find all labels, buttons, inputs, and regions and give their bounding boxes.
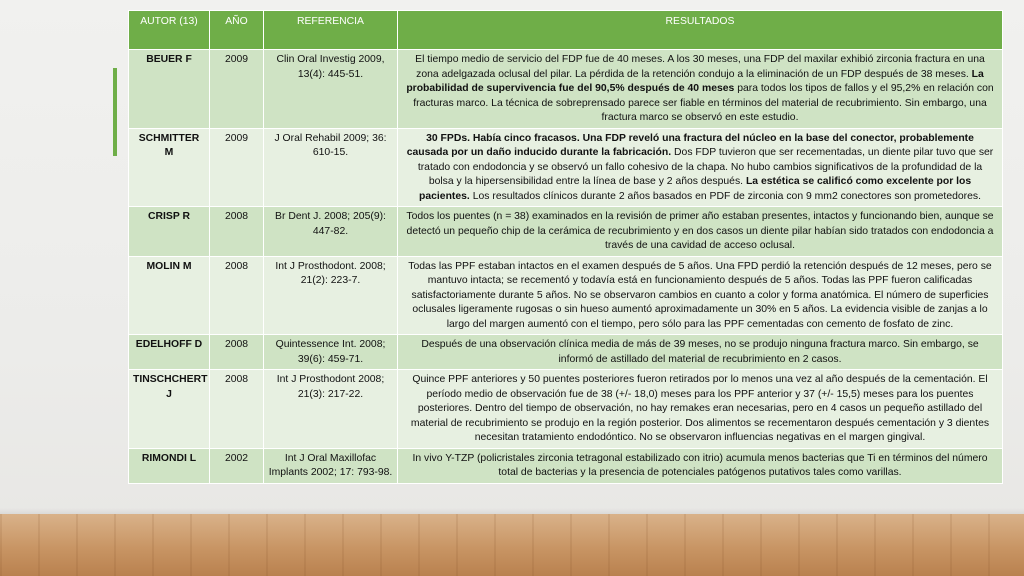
header-author: AUTOR (13) — [129, 11, 210, 50]
header-year: AÑO — [210, 11, 264, 50]
cell-author: BEUER F — [129, 50, 210, 129]
results-text: Todos los puentes (n = 38) examinados en la revisión de primer año estaban presentes, intactos y funcionando bien, aunque se detectó un pequeño chip de la cerámica de recubrimiento y en dos casos un diente pilar habían sido tratados con endodoncia a través de una cavidad de acceso oclusal. — [406, 211, 994, 251]
cell-results — [398, 207, 1003, 257]
cell-author: EDELHOFF D — [129, 335, 210, 370]
cell-year: 2009 — [210, 50, 264, 129]
cell-reference: Br Dent J. 2008; 205(9): 447-82. — [264, 207, 398, 257]
results-text: Quince PPF anteriores y 50 puentes posteriores fueron retirados por lo menos una vez al año después de la cementación. El período medio de observación fue de 38 (+/- 18,0) meses para los PPF anterior y 37 (+/- 15,5) meses para los puentes posteriores. Dentro del tiempo de observación, no hay remakes eran necesarias, pero en 4 casos un pequeño astillado del material de recubrimiento se produjo en la región posterior. Dos alimentos se recementaron después cementación y 3 dientes necesitan tratamiento endodóntico. No se observaron influencias negativas en el margen gingival. — [410, 374, 990, 443]
cell-year: 2008 — [210, 335, 264, 370]
cell-results — [398, 448, 1003, 483]
cell-reference: Int J Oral Maxillofac Implants 2002; 17: 793-98. — [264, 448, 398, 483]
results-table-container — [128, 10, 1002, 484]
results-text: para todos los tipos de fallos y el 95,2% en relación con fracturas marco. La técnica de sobreprensado parece ser fiable en términos del material de recubrimiento. Sin embargo, una fractura marco se observó en este estudio. — [413, 83, 994, 123]
cell-author: CRISP R — [129, 207, 210, 257]
table-row — [129, 256, 1003, 335]
table-header-row — [129, 11, 1003, 50]
cell-reference: Int J Prosthodont 2008; 21(3): 217-22. — [264, 370, 398, 449]
cell-reference: Clin Oral Investig 2009, 13(4): 445-51. — [264, 50, 398, 129]
accent-bar — [113, 68, 117, 156]
cell-results — [398, 370, 1003, 449]
results-text-bold: 30 FPDs. Había cinco fracasos. Una FDP reveló una fractura del núcleo en la base del conector, probablemente causada por un daño inducido durante la fabricación. — [406, 132, 974, 158]
results-text: Después de una observación clínica media de más de 39 meses, no se produjo ninguna fractura marco. Sin embargo, se informó de astillado del material de recubrimiento en 2 casos. — [421, 339, 979, 365]
cell-year: 2008 — [210, 370, 264, 449]
header-results: RESULTADOS — [398, 11, 1003, 50]
cell-reference: Quintessence Int. 2008; 39(6): 459-71. — [264, 335, 398, 370]
cell-year: 2002 — [210, 448, 264, 483]
cell-results — [398, 128, 1003, 207]
cell-reference: J Oral Rehabil 2009; 36: 610-15. — [264, 128, 398, 207]
cell-year: 2009 — [210, 128, 264, 207]
results-text: Los resultados clínicos durante 2 años basados en PDF de zirconia con 9 mm2 conectores son prometedores. — [469, 190, 981, 202]
cell-author: TINSCHCHERT J — [129, 370, 210, 449]
table-row — [129, 50, 1003, 129]
results-text: Todas las PPF estaban intactos en el examen después de 5 años. Una FPD perdió la retención después de 12 meses, pero se mantuvo intacta; se recementó y todavía está en funcionamiento después de 5 años. Todas las PPF fueron calificadas satisfactoriamente durante 5 años. No se observaron cambios en cuanto a color y forma anatómica. El número de superficies oclusales ligeramente rugosas o sin hueso aumentó aproximadamente un 30% en 5 años. La evidencia visible de zanjas a lo largo del margen aumentó con el tiempo, pero sólo para las PPF cementadas con cemento de fosfato de zinc. — [408, 260, 992, 330]
table-row — [129, 448, 1003, 483]
header-reference: REFERENCIA — [264, 11, 398, 50]
table-row — [129, 128, 1003, 207]
results-text: In vivo Y-TZP (policristales zirconia tetragonal estabilizado con itrio) acumula menos bacterias que Ti en términos del número total de bacterias y la presencia de potenciales patógenos putativos tales como varillas. — [412, 452, 988, 478]
cell-year: 2008 — [210, 256, 264, 335]
results-text: Dos FDP tuvieron que ser recementadas, un diente pilar tuvo que ser tratado con endodoncia y se observó un fallo cohesivo de la chapa. No hubo cambios significativos de la profundidad de la bolsa y la hipersensibilidad entre la línea de base y 2 años después. — [417, 147, 994, 187]
results-text: El tiempo medio de servicio del FDP fue de 40 meses. A los 30 meses, una FDP del maxilar exhibió zirconia fractura en una zona adelgazada oclusal del pilar. La pérdida de la retención condujo a la eliminación de un FDP después de 38 meses. — [415, 54, 985, 80]
results-table — [128, 10, 1003, 484]
table-row — [129, 207, 1003, 257]
cell-reference: Int J Prosthodont. 2008; 21(2): 223-7. — [264, 256, 398, 335]
table-row — [129, 370, 1003, 449]
cell-results — [398, 50, 1003, 129]
cell-author: SCHMITTER M — [129, 128, 210, 207]
table-row — [129, 335, 1003, 370]
cell-author: MOLIN M — [129, 256, 210, 335]
cell-results — [398, 256, 1003, 335]
cell-results — [398, 335, 1003, 370]
results-text-bold: La probabilidad de supervivencia fue del 90,5% después de 40 meses — [406, 68, 984, 94]
wooden-floor — [0, 514, 1024, 576]
cell-author: RIMONDI L — [129, 448, 210, 483]
results-text-bold: La estética se calificó como excelente por los pacientes. — [419, 176, 972, 202]
cell-year: 2008 — [210, 207, 264, 257]
